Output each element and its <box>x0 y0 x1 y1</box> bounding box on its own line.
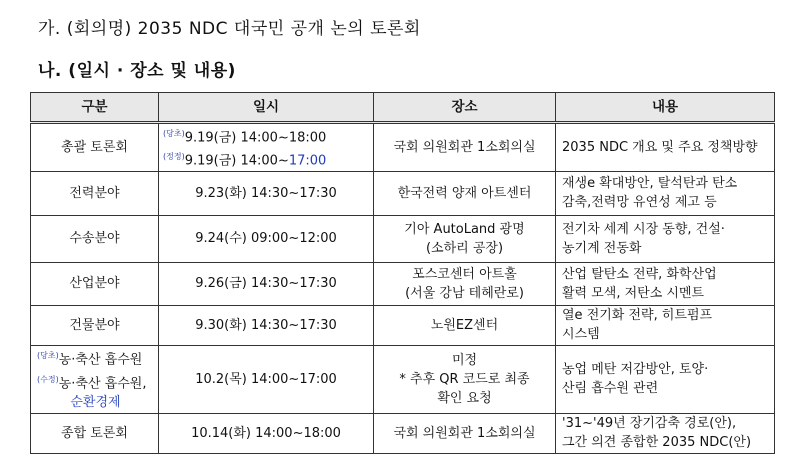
original-category: 농·축산 흡수원 <box>58 352 143 368</box>
revised-tag: (수정) <box>37 374 59 384</box>
content-line: 농기계 전동화 <box>562 240 642 256</box>
row-category: 산업분야 <box>31 262 159 305</box>
content-line: 재생e 확대방안, 탈석탄과 탄소 <box>562 176 738 192</box>
table-row <box>31 171 775 215</box>
schedule-heading: 나. (일시 · 장소 및 내용) <box>38 61 236 81</box>
row-content <box>556 345 775 413</box>
row-datetime: 9.30(화) 14:30~17:30 <box>159 305 374 345</box>
content-line: 열e 전기화 전략, 히트펌프 <box>562 308 713 324</box>
row-category <box>31 345 159 413</box>
header-content: 내용 <box>556 93 775 123</box>
row-datetime: 9.23(화) 14:30~17:30 <box>159 171 374 215</box>
place-line: 포스코센터 아트홀 <box>412 266 517 282</box>
revised-category-addition: 순환경제 <box>70 394 121 410</box>
row-place <box>374 345 556 413</box>
row-place: 국회 의원회관 1소회의실 <box>374 413 556 453</box>
table-row <box>31 345 775 413</box>
row-category: 수송분야 <box>31 215 159 262</box>
row-datetime: 10.14(화) 14:00~18:00 <box>159 413 374 453</box>
category-line <box>37 370 154 393</box>
header-place: 장소 <box>374 93 556 123</box>
content-line: 전기차 세계 시장 동향, 건설· <box>562 221 725 237</box>
category-line <box>37 346 154 369</box>
table-header-row <box>31 93 775 123</box>
place-note: * 추후 QR 코드로 최종 <box>399 371 530 387</box>
table-row <box>31 305 775 345</box>
content-line: 산업 탈탄소 전략, 화학산업 <box>562 266 717 282</box>
corrected-date: 9.19(금) 14:00~ <box>184 153 289 169</box>
place-line: (소하리 공장) <box>425 240 504 256</box>
row-category: 건물분야 <box>31 305 159 345</box>
row-content <box>556 262 775 305</box>
row-category: 종합 토론회 <box>31 413 159 453</box>
row-datetime: 10.2(목) 14:00~17:00 <box>159 345 374 413</box>
corrected-tag: (정정) <box>163 152 185 162</box>
row-content <box>556 305 775 345</box>
content-line: 활력 모색, 저탄소 시멘트 <box>562 285 705 301</box>
row-content <box>556 215 775 262</box>
revised-category: 농·축산 흡수원, <box>58 375 147 391</box>
row-content: 2035 NDC 개요 및 주요 정책방향 <box>556 123 775 172</box>
row-place <box>374 215 556 262</box>
content-line: 농업 메탄 저감방안, 토양· <box>562 362 709 378</box>
original-date-line <box>163 124 369 147</box>
original-tag: (당초) <box>37 351 59 361</box>
place-note: 확인 요청 <box>437 390 492 406</box>
original-date: 9.19(금) 14:00~18:00 <box>184 130 327 146</box>
row-place: 노원EZ센터 <box>374 305 556 345</box>
content-line: '31~'49년 장기감축 경로(안), <box>562 416 737 432</box>
place-line: 기아 AutoLand 광명 <box>404 221 525 237</box>
content-line: 시스템 <box>562 327 600 343</box>
row-place <box>374 262 556 305</box>
content-line: 감축,전력망 유연성 제고 등 <box>562 195 717 211</box>
content-line: 그간 의견 종합한 2035 NDC(안) <box>562 435 752 451</box>
table-row <box>31 262 775 305</box>
row-place: 한국전력 양재 아트센터 <box>374 171 556 215</box>
row-category: 총괄 토론회 <box>31 123 159 172</box>
row-place: 국회 의원회관 1소회의실 <box>374 123 556 172</box>
row-category: 전력분야 <box>31 171 159 215</box>
row-datetime <box>159 123 374 172</box>
schedule-table <box>30 92 775 454</box>
header-datetime: 일시 <box>159 93 374 123</box>
row-content <box>556 413 775 453</box>
table-row <box>31 215 775 262</box>
meeting-name-heading: 가. (회의명) 2035 NDC 대국민 공개 논의 토론회 <box>38 19 421 39</box>
place-line: (서울 강남 테헤란로) <box>405 285 524 301</box>
place-line: 미정 <box>451 352 478 368</box>
table-row <box>31 123 775 172</box>
content-line: 산림 흡수원 관련 <box>562 381 659 397</box>
original-tag: (당초) <box>163 129 185 138</box>
row-datetime: 9.24(수) 09:00~12:00 <box>159 215 374 262</box>
row-content <box>556 171 775 215</box>
row-datetime: 9.26(금) 14:30~17:30 <box>159 262 374 305</box>
table-row <box>31 413 775 453</box>
corrected-date-line <box>163 147 369 170</box>
header-category: 구분 <box>31 93 159 123</box>
corrected-end-time: 17:00 <box>288 153 327 169</box>
